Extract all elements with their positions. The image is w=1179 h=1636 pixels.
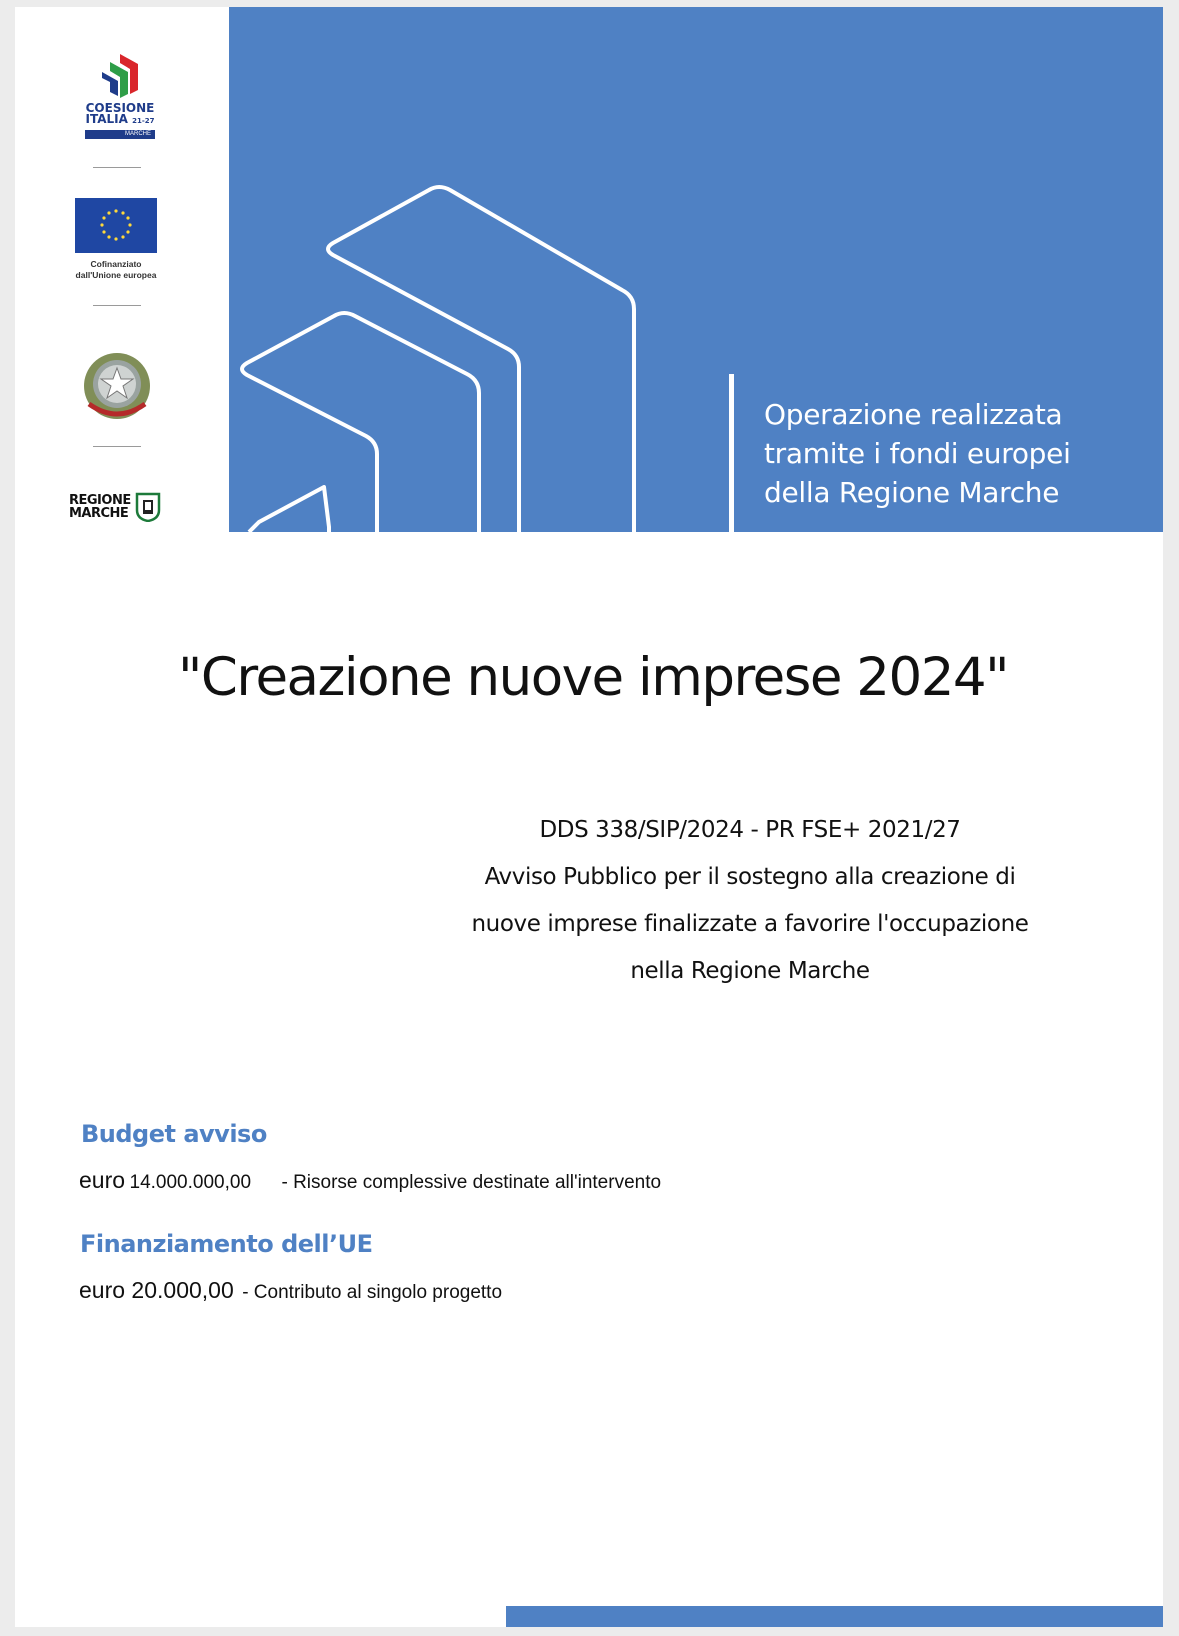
funding-amount: euro 20.000,00 bbox=[79, 1277, 234, 1303]
funding-heading: Finanziamento dell’UE bbox=[80, 1230, 373, 1258]
subtitle-line3: nuove imprese finalizzate a favorire l'occupazione bbox=[471, 911, 1029, 937]
coesione-years: 21-27 bbox=[132, 117, 155, 125]
header-divider bbox=[729, 374, 734, 532]
logo-separator bbox=[93, 167, 141, 168]
operation-line3: della Regione Marche bbox=[764, 476, 1060, 509]
italian-republic-emblem-icon bbox=[79, 348, 155, 429]
budget-description: - Risorse complessive destinate all'intervento bbox=[281, 1172, 662, 1193]
coesione-italia-logo bbox=[80, 52, 160, 139]
coesione-band: MARCHE bbox=[85, 130, 155, 139]
italia-word bbox=[80, 114, 160, 127]
regione-marche-logo bbox=[69, 492, 161, 522]
eu-caption bbox=[63, 259, 169, 281]
regione-line1: REGIONE bbox=[69, 493, 131, 508]
eu-flag-icon bbox=[75, 198, 157, 253]
subtitle-line2: Avviso Pubblico per il sostegno alla creazione di bbox=[484, 864, 1016, 890]
budget-amount: 14.000.000,00 bbox=[129, 1172, 252, 1193]
subtitle-line1: DDS 338/SIP/2024 - PR FSE+ 2021/27 bbox=[539, 817, 961, 843]
operation-statement bbox=[764, 395, 1071, 512]
regione-line2: MARCHE bbox=[69, 506, 129, 521]
subtitle-line4: nella Regione Marche bbox=[630, 958, 870, 984]
operation-line2: tramite i fondi europei bbox=[764, 437, 1071, 470]
eu-caption-line2: dall'Unione europea bbox=[75, 270, 157, 280]
eu-caption-line1: Cofinanziato bbox=[90, 259, 142, 269]
page-title: "Creazione nuove imprese 2024" bbox=[177, 647, 1009, 708]
italia-label: ITALIA bbox=[85, 112, 128, 126]
operation-line1: Operazione realizzata bbox=[764, 398, 1063, 431]
budget-line bbox=[79, 1167, 661, 1194]
header-banner bbox=[229, 7, 1163, 532]
budget-currency: euro bbox=[79, 1167, 126, 1193]
funding-description: - Contributo al singolo progetto bbox=[242, 1282, 503, 1303]
logo-separator bbox=[93, 305, 141, 306]
coesione-mark-icon bbox=[80, 52, 160, 98]
coesione-word: COESIONE bbox=[85, 101, 155, 115]
document-page bbox=[15, 7, 1163, 1627]
budget-heading: Budget avviso bbox=[81, 1120, 267, 1148]
notice-description bbox=[465, 807, 1035, 995]
footer-accent-bar bbox=[506, 1606, 1163, 1627]
logo-separator bbox=[93, 446, 141, 447]
regione-shield-icon bbox=[135, 492, 161, 522]
funding-line bbox=[79, 1277, 502, 1304]
